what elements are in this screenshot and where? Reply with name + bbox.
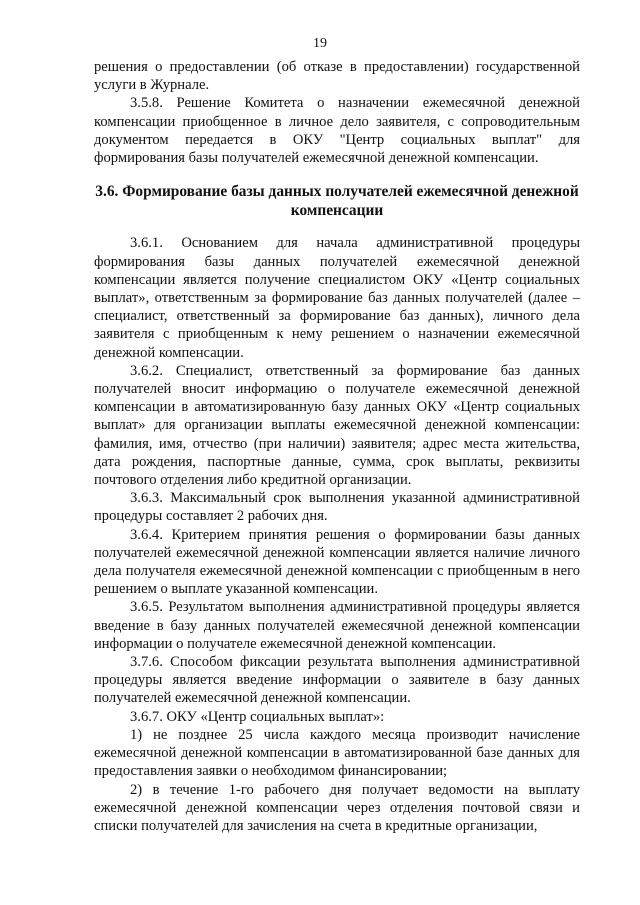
paragraph-3-6-1: 3.6.1. Основанием для начала административной процедуры формирования базы данных получателей ежемесячной денежной компенсации является получение специалистом ОКУ «Центр социальных выплат», ответственным за формирование баз данных получателей (далее – специалист, ответственный за формирование баз данных), личного дела заявителя с приобщенным к нему решением о назначении ежемесячной денежной компенсации. bbox=[94, 235, 580, 361]
list-item-1: 1) не позднее 25 числа каждого месяца производит начисление ежемесячной денежной компенсации в автоматизированной базе данных для предоставления заявки о необходимом финансировании; bbox=[94, 726, 580, 780]
paragraph-3-6-2: 3.6.2. Специалист, ответственный за формирование баз данных получателей вносит информацию о получателе ежемесячной денежной компенсации в автоматизированную базу данных ОКУ «Центр социальных выплат» для организации выплаты ежемесячной денежной компенсации: фамилия, имя, отчество (при наличии) заявителя; адрес места жительства, дата рождения, паспортные данные, сумма, срок выплаты, реквизиты почтового отделения либо кредитной организации. bbox=[94, 362, 580, 489]
paragraph-3-7-6: 3.7.6. Способом фиксации результата выполнения административной процедуры является введение информации о заявителе в базу данных получателей ежемесячной денежной компенсации. bbox=[94, 654, 580, 707]
paragraph-3-5-8: 3.5.8. Решение Комитета о назначении ежемесячной денежной компенсации приобщенное в личное дело заявителя, с сопроводительным документом передается в ОКУ "Центр социальных выплат" для формирования базы получателей ежемесячной денежной компенсации. bbox=[94, 95, 580, 167]
page-number: 19 bbox=[313, 36, 327, 51]
document-body bbox=[94, 58, 580, 835]
list-item-2: 2) в течение 1-го рабочего дня получает ведомости на выплату ежемесячной денежной компенсации через отделения почтовой связи и списки получателей для зачисления на счета в кредитные организации, bbox=[94, 781, 580, 834]
paragraph-continuation: решения о предоставлении (об отказе в предоставлении) государственной услуги в Журнале. bbox=[94, 59, 580, 94]
paragraph-3-6-4: 3.6.4. Критерием принятия решения о формировании базы данных получателей ежемесячной денежной компенсации является наличие личного дела получателя ежемесячной денежной компенсации с приобщенным в него решением о выплате указанной компенсации. bbox=[94, 526, 580, 598]
section-heading: 3.6. Формирование базы данных получателей ежемесячной денежной компенсации bbox=[95, 183, 579, 219]
paragraph-3-6-3: 3.6.3. Максимальный срок выполнения указанной административной процедуры составляет 2 рабочих дня. bbox=[94, 490, 580, 525]
paragraph-3-6-5: 3.6.5. Результатом выполнения административной процедуры является введение в базу данных получателей ежемесячной денежной компенсации информации о получателе ежемесячной денежной компенсации. bbox=[94, 599, 580, 652]
paragraph-3-6-7: 3.6.7. ОКУ «Центр социальных выплат»: bbox=[130, 708, 385, 725]
